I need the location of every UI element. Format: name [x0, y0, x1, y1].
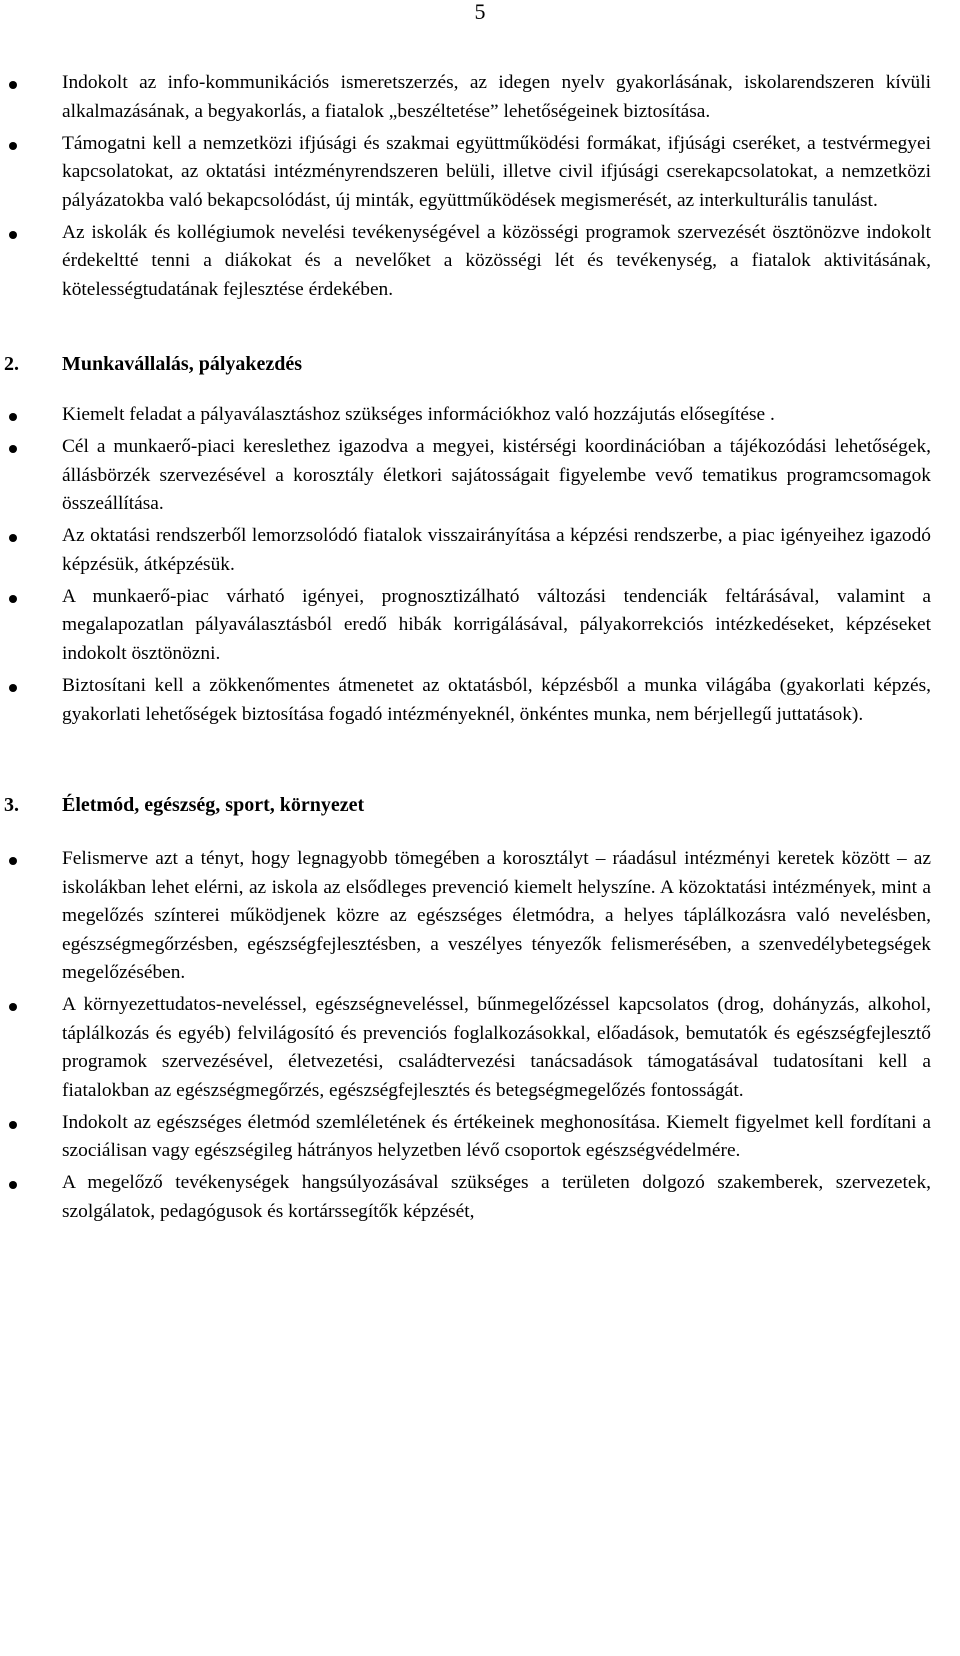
- section-heading: [4, 350, 931, 378]
- list-item: Indokolt az info-kommunikációs ismeretszerzés, az idegen nyelv gyakorlásának, iskolarendszeren kívüli alkalmazásának, a begyakorlás, a fiatalok „beszéltetése” lehetőségeinek biztosítása.: [62, 69, 931, 126]
- document-body: [4, 69, 931, 1230]
- section2-list: [62, 401, 931, 729]
- section1-list: [62, 69, 931, 304]
- list-item: Cél a munkaerő-piaci kereslethez igazodva a megyei, kistérségi koordinációban a tájékozódási lehetőségek, állásbörzék szervezésével a korosztály életkori sajátosságait figyelembe vevő tematikus programcsomagok összeállítása.: [62, 433, 931, 519]
- section-title: Életmód, egészség, sport, környezet: [62, 794, 365, 817]
- list-item: Indokolt az egészséges életmód szemléletének és értékeinek meghonosítása. Kiemelt figyelmet kell fordítani a szociálisan vagy egészségileg hátrányos helyzetben lévő csoportok egészségvédelmére.: [62, 1109, 931, 1166]
- list-item: Kiemelt feladat a pályaválasztáshoz szükséges információkhoz való hozzájutás elősegítése .: [62, 401, 931, 430]
- list-item: Az oktatási rendszerből lemorzsolódó fiatalok visszairányítása a képzési rendszerbe, a piac igényeihez igazodó képzésük, átképzésük.: [62, 522, 931, 579]
- section3-list: [62, 845, 931, 1226]
- section-number: 3.: [4, 794, 19, 817]
- section-heading: [4, 791, 931, 819]
- list-item: A munkaerő-piac várható igényei, prognosztizálható változási tendenciák feltárásával, valamint a megalapozatlan pályaválasztásból eredő hibák korrigálásával, pályakorrekciós intézkedéseket, képzéseket indokolt ösztönözni.: [62, 583, 931, 669]
- list-item: Az iskolák és kollégiumok nevelési tevékenységével a közösségi programok szervezését ösztönözve indokolt érdekeltté tenni a diákokat és a nevelőket a közösségi lét és tevékenység, a fiatalok aktivitásának, kötelességtudatának fejlesztése érdekében.: [62, 219, 931, 305]
- list-item: A környezettudatos-neveléssel, egészségneveléssel, bűnmegelőzéssel kapcsolatos (drog, dohányzás, alkohol, táplálkozás és egyéb) felvilágosító és prevenciós foglalkozásokkal, előadások, bemutatók és egészségfejlesztő programok szervezésével, életvezetési, családtervezési tanácsadások támogatásával tudatosítani kell a fiatalokban az egészségmegőrzés, egészségfejlesztés és betegségmegelőzés fontosságát.: [62, 991, 931, 1105]
- list-item: A megelőző tevékenységek hangsúlyozásával szükséges a területen dolgozó szakemberek, szervezetek, szolgálatok, pedagógusok és kortárssegítők képzését,: [62, 1169, 931, 1226]
- section-number: 2.: [4, 353, 19, 376]
- list-item: Támogatni kell a nemzetközi ifjúsági és szakmai együttműködési formákat, ifjúsági cseréket, a testvérmegyei kapcsolatokat, az oktatási intézményrendszeren belüli, illetve civil ifjúsági cserekapcsolatokat, a nemzetközi pályázatokba való bekapcsolódást, új minták, együttműködések megismerését, az interkulturális tanulást.: [62, 130, 931, 216]
- section-title: Munkavállalás, pályakezdés: [62, 353, 303, 376]
- page-number: 5: [474, 0, 486, 24]
- list-item: Felismerve azt a tényt, hogy legnagyobb tömegében a korosztályt – ráadásul intézményi keretek között – az iskolákban lehet elérni, az iskola az elsődleges prevenció kiemelt helyszíne. A közoktatási intézmények, mint a megelőzés színterei működjenek közre az egészséges életmódra, a helyes táplálkozásra való nevelésben, egészségmegőrzésben, egészségfejlesztésben, a veszélyes tényezők felismerésében, a szenvedélybetegségek megelőzésében.: [62, 845, 931, 988]
- list-item: Biztosítani kell a zökkenőmentes átmenetet az oktatásból, képzésből a munka világába (gyakorlati képzés, gyakorlati lehetőségek biztosítása fogadó intézményeknél, önkéntes munka, nem bérjellegű juttatások).: [62, 672, 931, 729]
